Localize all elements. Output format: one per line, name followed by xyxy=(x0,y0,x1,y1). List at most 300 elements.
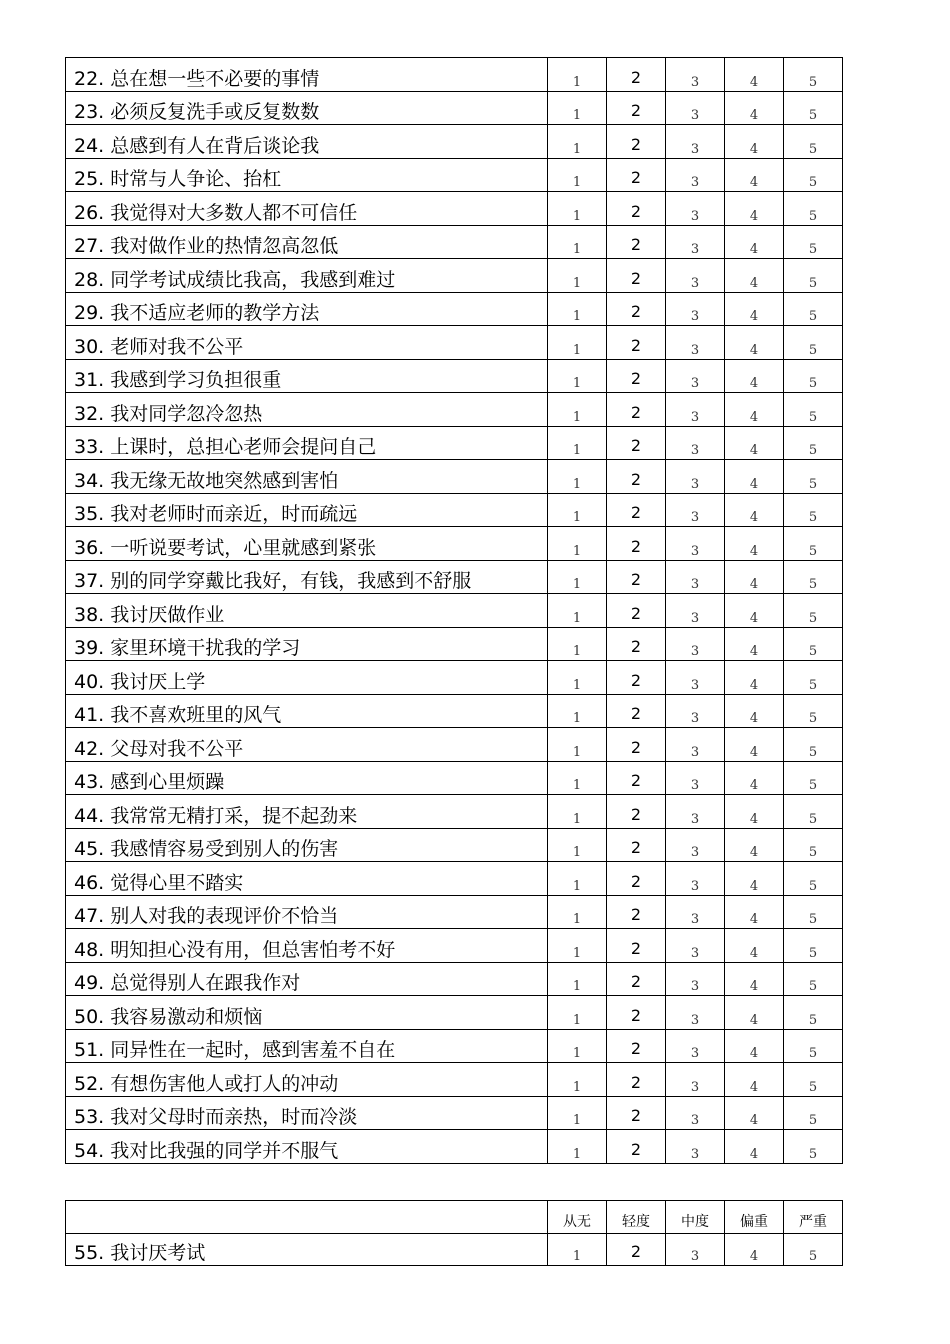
item-text: 我讨厌考试 xyxy=(110,1242,206,1264)
score-option-5[interactable]: 5 xyxy=(784,225,843,259)
score-option-4[interactable]: 4 xyxy=(725,91,784,125)
score-option-2[interactable]: 2 xyxy=(607,728,666,762)
score-option-2[interactable]: 2 xyxy=(607,125,666,159)
item-text-cell xyxy=(66,326,548,360)
score-option-5[interactable]: 5 xyxy=(784,58,843,92)
item-text: 我容易激动和烦恼 xyxy=(110,1005,263,1028)
item-text-cell xyxy=(66,426,548,460)
table-row xyxy=(66,728,843,762)
item-number: 36. xyxy=(74,536,105,559)
score-option-5[interactable]: 5 xyxy=(784,359,843,393)
item-text: 必须反复洗手或反复数数 xyxy=(110,101,320,123)
score-option-4[interactable]: 4 xyxy=(725,828,784,862)
score-option-3[interactable]: 3 xyxy=(666,1130,725,1164)
item-text: 一听说要考试，心里就感到紧张 xyxy=(110,536,377,559)
score-option-4[interactable]: 4 xyxy=(725,728,784,762)
table-row xyxy=(66,58,843,92)
score-option-1[interactable]: 1 xyxy=(548,259,607,293)
scale-header-moderate: 中度 xyxy=(666,1201,725,1234)
score-option-2[interactable]: 2 xyxy=(607,259,666,293)
score-option-1[interactable]: 1 xyxy=(548,292,607,326)
item-text-cell xyxy=(66,761,548,795)
score-option-5[interactable]: 5 xyxy=(784,1029,843,1063)
table-row xyxy=(66,795,843,829)
score-option-1[interactable]: 1 xyxy=(548,594,607,628)
table-row xyxy=(66,1063,843,1097)
item-text: 我感情容易受到别人的伤害 xyxy=(110,838,339,860)
table-row xyxy=(66,259,843,293)
score-option-4[interactable]: 4 xyxy=(725,895,784,929)
score-option-5[interactable]: 5 xyxy=(784,694,843,728)
item-text-cell xyxy=(66,627,548,661)
score-option-3[interactable]: 3 xyxy=(666,192,725,226)
item-text-cell xyxy=(66,560,548,594)
score-option-5[interactable]: 5 xyxy=(784,1096,843,1130)
item-text-cell xyxy=(66,728,548,762)
item-text-cell xyxy=(66,1063,548,1097)
item-number: 22. xyxy=(74,67,105,90)
item-number: 48. xyxy=(74,938,105,961)
item-text-cell xyxy=(66,795,548,829)
item-text: 我感到学习负担很重 xyxy=(110,369,282,391)
score-option-2[interactable]: 2 xyxy=(607,527,666,561)
score-option-2[interactable]: 2 xyxy=(607,560,666,594)
score-option-2[interactable]: 2 xyxy=(607,1029,666,1063)
questionnaire-table xyxy=(65,57,843,1164)
item-text: 我讨厌做作业 xyxy=(110,603,225,626)
item-text-cell xyxy=(66,661,548,695)
table-row xyxy=(66,661,843,695)
score-option-2[interactable]: 2 xyxy=(607,426,666,460)
score-option-2[interactable]: 2 xyxy=(607,292,666,326)
score-option-3[interactable]: 3 xyxy=(666,91,725,125)
item-number: 23. xyxy=(74,101,105,123)
score-option-1[interactable]: 1 xyxy=(548,1029,607,1063)
score-option-3[interactable]: 3 xyxy=(666,996,725,1030)
score-option-3[interactable]: 3 xyxy=(666,326,725,360)
item-text-cell xyxy=(66,58,548,92)
score-option-3[interactable]: 3 xyxy=(666,761,725,795)
score-option-1[interactable]: 1 xyxy=(548,158,607,192)
table-row xyxy=(66,326,843,360)
scale-header-never: 从无 xyxy=(548,1201,607,1234)
score-option-4[interactable]: 4 xyxy=(725,996,784,1030)
item-number: 40. xyxy=(74,670,105,693)
table-row xyxy=(66,225,843,259)
score-option-3[interactable]: 3 xyxy=(666,460,725,494)
score-option-1[interactable]: 1 xyxy=(548,560,607,594)
questionnaire-table-continued xyxy=(65,1200,843,1266)
score-option-4[interactable]: 4 xyxy=(725,426,784,460)
score-option-1[interactable]: 1 xyxy=(548,125,607,159)
score-option-4[interactable]: 4 xyxy=(725,627,784,661)
score-option-1[interactable]: 1 xyxy=(548,1130,607,1164)
score-option-4[interactable]: 4 xyxy=(725,125,784,159)
score-option-5[interactable]: 5 xyxy=(784,326,843,360)
score-option-5[interactable]: 5 xyxy=(784,259,843,293)
item-number: 39. xyxy=(74,637,105,659)
score-option-5[interactable]: 5 xyxy=(784,527,843,561)
item-text-cell xyxy=(66,594,548,628)
score-option-5[interactable]: 5 xyxy=(784,661,843,695)
score-option-1[interactable]: 1 xyxy=(548,493,607,527)
score-option-4[interactable]: 4 xyxy=(725,460,784,494)
score-option-4[interactable]: 4 xyxy=(725,192,784,226)
score-option-3[interactable]: 3 xyxy=(666,393,725,427)
score-option-5[interactable]: 5 xyxy=(784,1063,843,1097)
score-option-2[interactable]: 2 xyxy=(607,594,666,628)
item-text: 别人对我的表现评价不恰当 xyxy=(110,905,339,927)
score-option-5[interactable]: 5 xyxy=(784,158,843,192)
score-option-5[interactable]: 5 xyxy=(784,795,843,829)
score-option-3[interactable]: 3 xyxy=(666,661,725,695)
score-option-2[interactable]: 2 xyxy=(607,929,666,963)
score-option-1[interactable]: 1 xyxy=(548,326,607,360)
score-option-1[interactable]: 1 xyxy=(548,761,607,795)
item-number: 34. xyxy=(74,469,105,492)
item-number: 42. xyxy=(74,737,105,760)
score-option-2[interactable]: 2 xyxy=(607,1096,666,1130)
score-option-5[interactable]: 5 xyxy=(784,426,843,460)
score-option-2[interactable]: 2 xyxy=(607,158,666,192)
score-option-2[interactable]: 2 xyxy=(607,962,666,996)
table-row xyxy=(66,527,843,561)
score-option-4[interactable]: 4 xyxy=(725,359,784,393)
item-text-cell xyxy=(66,1130,548,1164)
item-number: 50. xyxy=(74,1005,105,1028)
score-option-4[interactable]: 4 xyxy=(725,1096,784,1130)
scale-header-row xyxy=(66,1201,843,1234)
score-option-4[interactable]: 4 xyxy=(725,326,784,360)
score-option-3[interactable]: 3 xyxy=(666,1063,725,1097)
item-text: 我觉得对大多数人都不可信任 xyxy=(110,201,358,224)
item-text-cell xyxy=(66,694,548,728)
item-text: 觉得心里不踏实 xyxy=(110,871,244,894)
score-option-4[interactable]: 4 xyxy=(725,962,784,996)
score-option-3[interactable]: 3 xyxy=(666,862,725,896)
item-number: 24. xyxy=(74,134,105,157)
table-row xyxy=(66,125,843,159)
table-row xyxy=(66,895,843,929)
item-number: 33. xyxy=(74,436,105,458)
item-number: 29. xyxy=(74,302,105,324)
score-option-3[interactable]: 3 xyxy=(666,493,725,527)
item-text-cell xyxy=(66,962,548,996)
score-option-5[interactable]: 5 xyxy=(784,728,843,762)
item-text: 别的同学穿戴比我好，有钱，我感到不舒服 xyxy=(110,570,472,592)
item-text-cell xyxy=(66,493,548,527)
score-option-2[interactable]: 2 xyxy=(607,58,666,92)
item-number: 43. xyxy=(74,771,105,793)
score-option-2[interactable]: 2 xyxy=(607,493,666,527)
item-number: 51. xyxy=(74,1039,105,1061)
score-option-4[interactable]: 4 xyxy=(725,1029,784,1063)
score-option-1[interactable]: 1 xyxy=(548,192,607,226)
item-text: 我常常无精打采，提不起劲来 xyxy=(110,804,358,827)
item-text: 我讨厌上学 xyxy=(110,670,206,693)
score-option-5[interactable]: 5 xyxy=(784,125,843,159)
item-number: 26. xyxy=(74,201,105,224)
score-option-5[interactable]: 5 xyxy=(784,560,843,594)
score-option-3[interactable]: 3 xyxy=(666,158,725,192)
item-text: 同学考试成绩比我高，我感到难过 xyxy=(110,268,396,291)
item-text: 总觉得别人在跟我作对 xyxy=(110,972,301,994)
score-option-3[interactable]: 3 xyxy=(666,895,725,929)
score-option-2[interactable]: 2 xyxy=(607,460,666,494)
score-option-4[interactable]: 4 xyxy=(725,929,784,963)
score-option-2[interactable]: 2 xyxy=(607,795,666,829)
score-option-3[interactable]: 3 xyxy=(666,426,725,460)
item-text-cell xyxy=(66,192,548,226)
score-option-4[interactable]: 4 xyxy=(725,225,784,259)
score-option-4[interactable]: 4 xyxy=(725,527,784,561)
score-option-3[interactable]: 3 xyxy=(666,225,725,259)
score-option-2[interactable]: 2 xyxy=(607,694,666,728)
item-number: 37. xyxy=(74,570,105,592)
score-option-5[interactable]: 5 xyxy=(784,996,843,1030)
score-option-5[interactable]: 5 xyxy=(784,895,843,929)
score-option-3[interactable]: 3 xyxy=(666,58,725,92)
table-row xyxy=(66,493,843,527)
score-option-5[interactable]: 5 xyxy=(784,862,843,896)
item-text: 我对同学忽冷忽热 xyxy=(110,402,263,425)
score-option-2[interactable]: 2 xyxy=(607,192,666,226)
item-number: 30. xyxy=(74,335,105,358)
item-text-cell xyxy=(66,895,548,929)
table-row xyxy=(66,828,843,862)
item-number: 54. xyxy=(74,1139,105,1162)
score-option-4[interactable]: 4 xyxy=(725,594,784,628)
score-option-4[interactable]: 4 xyxy=(725,661,784,695)
score-option-4[interactable]: 4 xyxy=(725,493,784,527)
score-option-3[interactable]: 3 xyxy=(666,929,725,963)
item-text: 我对比我强的同学并不服气 xyxy=(110,1139,339,1162)
item-text-cell xyxy=(66,1029,548,1063)
item-text: 老师对我不公平 xyxy=(110,335,244,358)
score-option-1[interactable]: 1 xyxy=(548,627,607,661)
score-option-2[interactable]: 2 xyxy=(607,359,666,393)
score-option-3[interactable]: 3 xyxy=(666,125,725,159)
item-text: 明知担心没有用，但总害怕考不好 xyxy=(110,938,396,961)
table-row xyxy=(66,359,843,393)
score-option-5[interactable]: 5 xyxy=(784,493,843,527)
score-option-5[interactable]: 5 xyxy=(784,962,843,996)
score-option-2[interactable]: 2 xyxy=(607,627,666,661)
score-option-4[interactable]: 4 xyxy=(725,292,784,326)
score-option-1[interactable]: 1 xyxy=(548,828,607,862)
scale-header-fairly-severe: 偏重 xyxy=(725,1201,784,1234)
score-option-5[interactable]: 5 xyxy=(784,1234,843,1266)
item-text: 同异性在一起时，感到害羞不自在 xyxy=(110,1039,396,1061)
score-option-4[interactable]: 4 xyxy=(725,761,784,795)
score-option-1[interactable]: 1 xyxy=(548,895,607,929)
score-option-5[interactable]: 5 xyxy=(784,929,843,963)
item-number: 49. xyxy=(74,972,105,994)
item-number: 27. xyxy=(74,235,105,257)
table-row xyxy=(66,862,843,896)
item-number: 46. xyxy=(74,871,105,894)
item-number: 45. xyxy=(74,838,105,860)
score-option-2[interactable]: 2 xyxy=(607,862,666,896)
score-option-1[interactable]: 1 xyxy=(548,527,607,561)
score-option-3[interactable]: 3 xyxy=(666,795,725,829)
item-text: 感到心里烦躁 xyxy=(110,771,225,793)
score-option-2[interactable]: 2 xyxy=(607,225,666,259)
table-row xyxy=(66,761,843,795)
item-text: 时常与人争论、抬杠 xyxy=(110,168,282,190)
item-text: 父母对我不公平 xyxy=(110,737,244,760)
score-option-1[interactable]: 1 xyxy=(548,728,607,762)
item-text-cell xyxy=(66,996,548,1030)
score-option-3[interactable]: 3 xyxy=(666,560,725,594)
item-text-cell xyxy=(66,259,548,293)
item-text: 上课时，总担心老师会提问自己 xyxy=(110,436,377,458)
item-text: 家里环境干扰我的学习 xyxy=(110,637,301,659)
item-text-cell xyxy=(66,359,548,393)
score-option-4[interactable]: 4 xyxy=(725,795,784,829)
item-text-cell xyxy=(66,828,548,862)
score-option-5[interactable]: 5 xyxy=(784,91,843,125)
table-row xyxy=(66,962,843,996)
score-option-5[interactable]: 5 xyxy=(784,1130,843,1164)
score-option-1[interactable]: 1 xyxy=(548,962,607,996)
item-text: 我对做作业的热情忽高忽低 xyxy=(110,235,339,257)
score-option-4[interactable]: 4 xyxy=(725,862,784,896)
score-option-4[interactable]: 4 xyxy=(725,393,784,427)
score-option-3[interactable]: 3 xyxy=(666,728,725,762)
score-option-3[interactable]: 3 xyxy=(666,594,725,628)
item-text-cell xyxy=(66,460,548,494)
item-number: 44. xyxy=(74,804,105,827)
item-text-cell xyxy=(66,393,548,427)
item-text-cell xyxy=(66,292,548,326)
score-option-5[interactable]: 5 xyxy=(784,828,843,862)
score-option-3[interactable]: 3 xyxy=(666,292,725,326)
score-option-3[interactable]: 3 xyxy=(666,259,725,293)
score-option-2[interactable]: 2 xyxy=(607,1234,666,1266)
score-option-1[interactable]: 1 xyxy=(548,1096,607,1130)
score-option-2[interactable]: 2 xyxy=(607,1063,666,1097)
score-option-5[interactable]: 5 xyxy=(784,627,843,661)
score-option-5[interactable]: 5 xyxy=(784,393,843,427)
score-option-1[interactable]: 1 xyxy=(548,393,607,427)
score-option-1[interactable]: 1 xyxy=(548,661,607,695)
item-text-cell xyxy=(66,225,548,259)
score-option-2[interactable]: 2 xyxy=(607,393,666,427)
score-option-2[interactable]: 2 xyxy=(607,91,666,125)
score-option-3[interactable]: 3 xyxy=(666,828,725,862)
scale-header-severe: 严重 xyxy=(784,1201,843,1234)
score-option-5[interactable]: 5 xyxy=(784,460,843,494)
item-text-cell xyxy=(66,929,548,963)
table-row xyxy=(66,1130,843,1164)
score-option-1[interactable]: 1 xyxy=(548,91,607,125)
score-option-3[interactable]: 3 xyxy=(666,627,725,661)
score-option-5[interactable]: 5 xyxy=(784,761,843,795)
table-row xyxy=(66,1096,843,1130)
score-option-5[interactable]: 5 xyxy=(784,594,843,628)
table-row xyxy=(66,594,843,628)
item-number: 31. xyxy=(74,369,105,391)
item-text-cell xyxy=(66,158,548,192)
score-option-1[interactable]: 1 xyxy=(548,1234,607,1266)
score-option-3[interactable]: 3 xyxy=(666,359,725,393)
item-text-cell xyxy=(66,125,548,159)
score-option-4[interactable]: 4 xyxy=(725,560,784,594)
table-row xyxy=(66,627,843,661)
item-text: 我不适应老师的教学方法 xyxy=(110,302,320,324)
score-option-3[interactable]: 3 xyxy=(666,1234,725,1266)
score-option-4[interactable]: 4 xyxy=(725,259,784,293)
score-option-1[interactable]: 1 xyxy=(548,996,607,1030)
item-text: 总在想一些不必要的事情 xyxy=(110,67,320,90)
score-option-3[interactable]: 3 xyxy=(666,1096,725,1130)
table-row xyxy=(66,996,843,1030)
score-option-4[interactable]: 4 xyxy=(725,58,784,92)
item-number: 25. xyxy=(74,168,105,190)
score-option-5[interactable]: 5 xyxy=(784,192,843,226)
table-row xyxy=(66,393,843,427)
score-option-2[interactable]: 2 xyxy=(607,828,666,862)
item-text: 有想伤害他人或打人的冲动 xyxy=(110,1072,339,1095)
score-option-3[interactable]: 3 xyxy=(666,527,725,561)
item-number: 55. xyxy=(74,1242,105,1264)
score-option-4[interactable]: 4 xyxy=(725,1063,784,1097)
score-option-3[interactable]: 3 xyxy=(666,962,725,996)
score-option-1[interactable]: 1 xyxy=(548,426,607,460)
score-option-4[interactable]: 4 xyxy=(725,158,784,192)
table-row xyxy=(66,192,843,226)
table-row xyxy=(66,1234,843,1266)
score-option-1[interactable]: 1 xyxy=(548,929,607,963)
item-number: 47. xyxy=(74,905,105,927)
item-number: 32. xyxy=(74,402,105,425)
score-option-2[interactable]: 2 xyxy=(607,895,666,929)
table-row xyxy=(66,158,843,192)
table-row xyxy=(66,560,843,594)
score-option-3[interactable]: 3 xyxy=(666,694,725,728)
score-option-4[interactable]: 4 xyxy=(725,1130,784,1164)
table-row xyxy=(66,1029,843,1063)
table-row xyxy=(66,426,843,460)
score-option-1[interactable]: 1 xyxy=(548,58,607,92)
score-option-2[interactable]: 2 xyxy=(607,1130,666,1164)
item-text: 我不喜欢班里的风气 xyxy=(110,704,282,726)
score-option-1[interactable]: 1 xyxy=(548,862,607,896)
item-text-cell xyxy=(66,862,548,896)
score-option-1[interactable]: 1 xyxy=(548,225,607,259)
score-option-2[interactable]: 2 xyxy=(607,996,666,1030)
item-text-cell xyxy=(66,527,548,561)
score-option-1[interactable]: 1 xyxy=(548,1063,607,1097)
score-option-2[interactable]: 2 xyxy=(607,661,666,695)
table-row xyxy=(66,292,843,326)
score-option-4[interactable]: 4 xyxy=(725,1234,784,1266)
item-text-cell xyxy=(66,1096,548,1130)
score-option-2[interactable]: 2 xyxy=(607,326,666,360)
table-row xyxy=(66,91,843,125)
score-option-3[interactable]: 3 xyxy=(666,1029,725,1063)
score-option-1[interactable]: 1 xyxy=(548,460,607,494)
score-option-5[interactable]: 5 xyxy=(784,292,843,326)
score-option-4[interactable]: 4 xyxy=(725,694,784,728)
score-option-1[interactable]: 1 xyxy=(548,359,607,393)
item-text: 我无缘无故地突然感到害怕 xyxy=(110,469,339,492)
score-option-1[interactable]: 1 xyxy=(548,795,607,829)
score-option-2[interactable]: 2 xyxy=(607,761,666,795)
table-row xyxy=(66,929,843,963)
score-option-1[interactable]: 1 xyxy=(548,694,607,728)
